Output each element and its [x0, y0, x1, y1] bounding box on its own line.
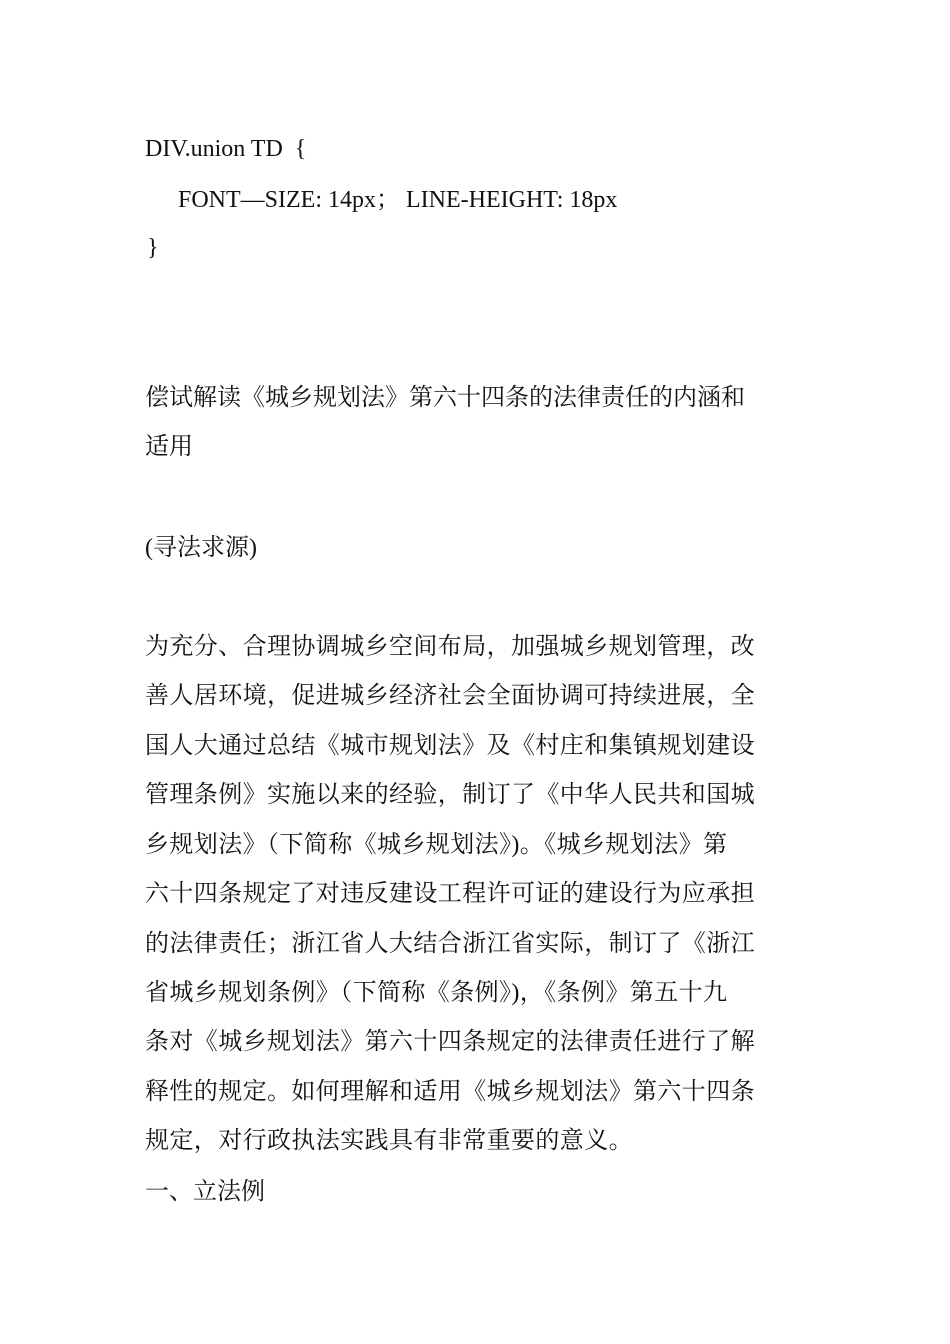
body-line: 管理条例》实施以来的经验，制订了《中华人民共和国城 [145, 782, 755, 808]
section-heading: 一、立法例 [145, 1179, 265, 1205]
body-line: 省城乡规划条例》（下简称《条例》)，《条例》第五十九 [145, 980, 728, 1006]
body-line: 的法律责任；浙江省人大结合浙江省实际，制订了《浙江 [145, 931, 755, 957]
body-line: 条对《城乡规划法》第六十四条规定的法律责任进行了解 [145, 1029, 755, 1055]
article-title-line-1: 偿试解读《城乡规划法》第六十四条的法律责任的内涵和 [145, 385, 745, 411]
body-line: 规定，对行政执法实践具有非常重要的意义。 [145, 1128, 633, 1154]
body-line: 乡规划法》（下简称《城乡规划法》)。《城乡规划法》第 [145, 832, 728, 858]
css-close-brace: } [147, 235, 159, 261]
body-line: 善人居环境，促进城乡经济社会全面协调可持续进展，全 [145, 683, 755, 709]
body-line: 六十四条规定了对违反建设工程许可证的建设行为应承担 [145, 881, 755, 907]
css-selector-line: DIV.union TD { [145, 136, 307, 162]
article-source: (寻法求源) [145, 535, 257, 561]
body-line: 国人大通过总结《城市规划法》及《村庄和集镇规划建设 [145, 733, 755, 759]
body-line: 为充分、合理协调城乡空间布局，加强城乡规划管理，改 [145, 634, 755, 660]
body-line: 释性的规定。如何理解和适用《城乡规划法》第六十四条 [145, 1079, 755, 1105]
css-rule-line: FONT—SIZE: 14px； LINE-HEIGHT: 18px [178, 187, 618, 213]
article-title-line-2: 适用 [145, 434, 193, 460]
